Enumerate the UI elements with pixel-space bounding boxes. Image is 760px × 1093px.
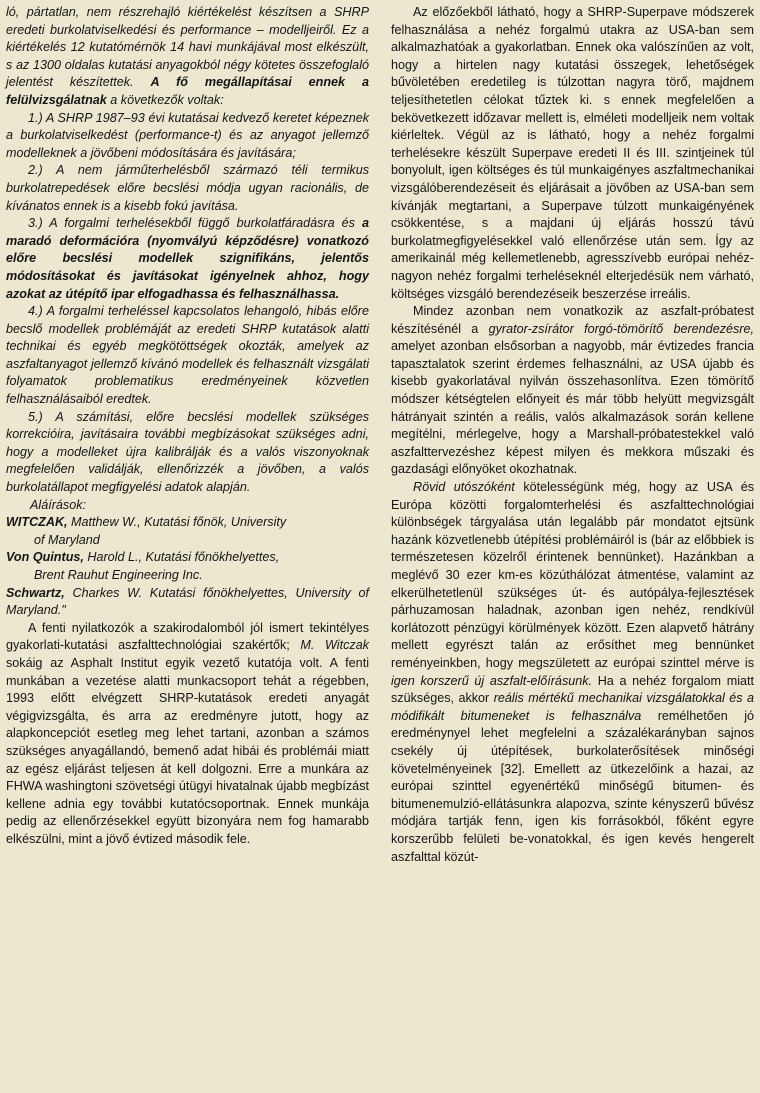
signatory-witczak (6, 514, 369, 532)
signatures-label: Aláírások: (30, 497, 86, 512)
text-run: Charkes W. Kutatási főnökhelyettes, University of Maryland." (6, 585, 369, 618)
signatory-von-quintus (6, 549, 369, 567)
text-run: A fő megállapításai ennek a felülvizsgálatnak (6, 75, 369, 107)
text-run: Harold L., Kutatási főnökhelyettes, (83, 550, 280, 565)
paragraph-intro (6, 4, 369, 110)
text-run: M. Witczak (300, 638, 369, 653)
paragraph-commentary (6, 620, 369, 849)
signatory-von-quintus-affiliation: Brent Rauhut Engineering Inc. (34, 568, 203, 582)
text-run: Mindez azonban nem vonatkozik az aszfalt-próbatest készítésénél a (391, 304, 754, 336)
paragraph-shrp-summary: Az előzőekből látható, hogy a SHRP-Superpave módszerek felhasználása a nehéz forgalmú utakra az USA-ban sem alkalmazhatóak a gyakorlatban. Ennek oka valószínűen az volt, hogy a hirtelen nagy kutatási összegek, lehetőségek bűvöletében eredetileg is túlzottan nagyra törő, majdnem teljesíthetetlen célokat tűztek ki. s ennek megfelelően a bekövetkezett időzavar mellett is, elméleti modelljeik nem voltak kiérleltek. Végül az is látható, hogy a nehéz forgalmi terhelésekre készült Superpave eredeti II és III. szintjeinek túl bonyolult, igen költséges és túl munkaigényes aszfaltmechanikai vizsgálóberendezéseit és eljárásait a jövőben az USA-ban sem kívánják megtartani, a Superpave túlzott munkaigényének csökkentése, s a majdani új eljárás hosszú távú burkolatmegfigyelésekkel való ellenőrzése után sem. Így az amerikainál még kellemetlenebb, agresszívebb európai nehéz-nagyon nehéz forgalmi terheléseknél elterjedésük nem várható, költséges vizsgáló berendezéseik beszerzése irreális. (391, 5, 754, 301)
text-run: amelyet azonban elsősorban a nagyobb, már évtizedes francia tapasztalatok szerint érdemes felhasználni, az USA újabb és kisebb gyakorlatával nyilván összehasonlítva. Ezen tömörítő módszer kétségtelen előnyeit és már több helyütt megvizsgált hátrányait szintén a reális, valós alkalmazások során kellene megítélni, mérlegelve, hogy a Marshall-próbatestekkel való aszfalttervezéshez képest milyen és mekkora műszaki és gazdasági előnyöket okozhatnak. (391, 339, 754, 477)
text-run: ló, pártatlan, nem részrehajló kiértékelést készítsen a SHRP eredeti burkolatviselkedési és performance – modelljeiről. Ez a kiértékelés 12 kutatómérnök 14 havi munkájával most elkészült, s az 1300 oldalas kutatási anyagokból négy kötetes összefoglaló jelentést készítettek. (6, 5, 369, 90)
text-run: sokáig az Asphalt Institut egyik vezető kutatója volt. A fenti munkában a vezetése alatti munkacsoport tehát a régebben, 1993 előtt elvégzett SHRP-kutatások eredeti anyagát végigvizsgálta, és arra az eredményre jutott, hogy az alapkoncepciót esetleg meg lehet tartani, azonban a számos szükséges anyagállandó, bemenő adat hibái és problémái miatt az egész eljárást teljesen át kell dolgozni. Erre a munkára az FHWA washingtoni szövetségi útügyi hivatalnak újabb megbízást kellene adnia egy további kutatócsoportnak. Ennek munkája pedig az ellenőrzésekkel együtt bizonyára nem fog hamarabb elkészülni, mint a jövő évtized második fele. (6, 655, 369, 846)
text-run: WITCZAK, (6, 515, 68, 530)
text-run: igen korszerű új aszfalt-előírásunk. (391, 673, 593, 688)
signatory-schwartz (6, 585, 369, 620)
text-run: 3.) A forgalmi terhelésekből függő burkolatfáradásra és (28, 216, 362, 231)
text-run: gyrator-zsírátor forgó-tömörítő berendezésre, (488, 321, 754, 336)
text-run: Schwartz, (6, 585, 65, 600)
paragraph-gyrator (391, 303, 754, 479)
text-run: A fenti nyilatkozók a szakirodalomból jól ismert tekintélyes gyakorlati-kutatási aszfalttechnológiai szakértők; (6, 620, 369, 653)
right-column (391, 4, 754, 1093)
text-run: kötelességünk még, hogy az USA és Európa közötti forgalomterhelési és aszfalttechnológiai különbségek tárgyalása után legalább pár mondatot ejtsünk hazánk közvetlenebb útépítési problémáiról is (bár az előbbiek is természetesen közelről érintenek bennünket). Hazánkban a meglévő 30 ezer km-es közúthálózat átmentése, valamint az elkerülhetetlenül szükséges út- és autópálya-fejlesztések párhuzamosan haladnak, azonban igen nehéz, rendkívül korlátozott pénzügyi körülmények között. Ezen alapvető hátrány mellett egyrészt talán az erősíthet meg bennünket reményeinkben, hogy megszületett az európai szinttel mérve is (391, 480, 754, 670)
text-run: Von Quintus, (6, 550, 84, 565)
finding-2: 2.) A nem járműterhelésből származó téli termikus burkolatrepedések előre becslési módja ugyan racionális, de kívánatos ennek is a kisebb fokú javítása. (6, 163, 369, 213)
finding-1: 1.) A SHRP 1987–93 évi kutatásai kedvező keretet képeznek a burkolatviselkedést (performance-t) és az anyagot jellemző modelleknek a jövőbeni módosítására és javítására; (6, 110, 369, 160)
finding-5: 5.) A számítási, előre becslési modellek szükséges korrekcióira, javításaira további megbízásokat szükséges adni, hogy a modelleket újra kalibrálják és a valós viszonyoknak megfelelően validálják, ellenőrizzék a jövőben, a valós burkolatállapot megfigyelési adatok alapján. (6, 409, 369, 495)
text-run: reális mértékű mechanikai vizsgálatokkal és a módifikált bitumeneket is felhasználva (391, 691, 754, 723)
text-run: Rövid utószóként (413, 480, 515, 495)
text-run: remélhetően jó eredménynyel lehet megfelelni a százalékarányban sajnos csekély új útépítések, burkolaterősítések minőségi követelményeinek [32]. Emellett az ütkezelőink a hazai, az európai szinttel egyenértékű minőségű bitumen- és bitumenemulzió-ellátásunkra alapozva, szinte kényszerű bűvész módjára tartják fenn, igen kis forrásokból, főként egyre korszerűbb felületi be-vonatokkal, és igen kevés hengerelt aszfalttal közút- (391, 708, 755, 864)
text-run: Matthew W., Kutatási főnök, University (67, 515, 287, 530)
finding-4: 4.) A forgalmi terheléssel kapcsolatos lehangoló, hibás előre becslő modellek problémáját az eredeti SHRP kutatások alatti technikai és egyéb megkötöttségek okozták, amelyek az aszfaltanyagot jellemző kívánó modellek és felhasznált vizsgálati folyamatok problematikus eredményeinek közvetlen felhasználásaiból eredtek. (6, 304, 369, 407)
text-run: Ha a nehéz forgalom miatt szükséges, akkor (391, 673, 754, 706)
signatory-witczak-affiliation: of Maryland (34, 532, 100, 547)
paragraph-afterword (391, 479, 754, 866)
text-run: a következők voltak: (106, 92, 224, 107)
left-column (6, 4, 369, 1093)
finding-3 (6, 215, 369, 303)
text-run: a maradó deformációra (nyomvályú képződésre) vonatkozó előre becslési modellek szignifikáns, jelentős módosításokat és javításokat igényelnek ahhoz, hogy azokat az útépítő ipar elfogadhassa és felhasználhassa. (6, 216, 369, 301)
